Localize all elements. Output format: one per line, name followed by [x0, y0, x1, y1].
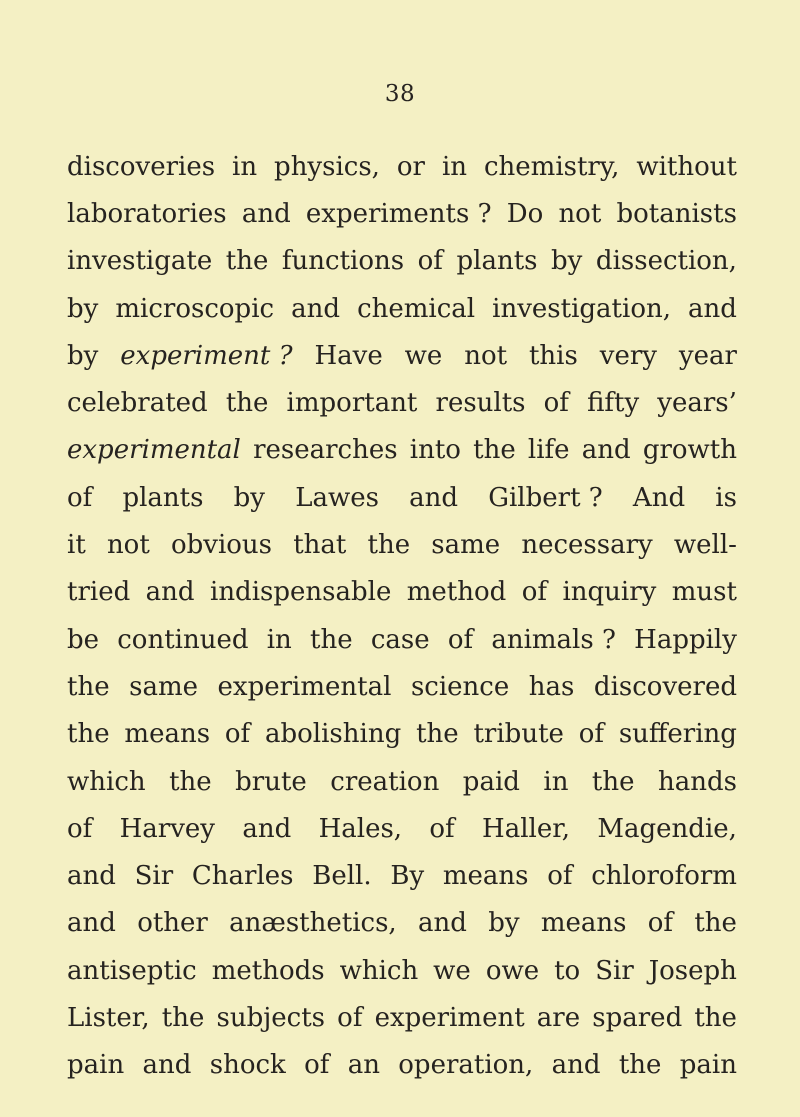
word: or: [396, 151, 425, 182]
text-line: [67, 332, 737, 379]
word: celebrated: [67, 388, 208, 419]
word: brute: [235, 766, 307, 797]
word: shock: [209, 1050, 286, 1081]
word: pain: [679, 1050, 737, 1081]
word: chemistry,: [483, 151, 620, 182]
text-line: [67, 1042, 737, 1089]
text-line: [67, 427, 737, 474]
word: without: [636, 151, 737, 182]
word: important: [286, 388, 418, 419]
word: fifty: [587, 388, 640, 419]
word: hands: [657, 766, 737, 797]
word: of: [547, 861, 573, 892]
word: Lister,: [67, 1002, 150, 1033]
word: the: [694, 908, 737, 939]
word: of: [543, 388, 569, 419]
word: which: [339, 955, 419, 986]
word: and: [67, 861, 116, 892]
word: we: [404, 340, 443, 371]
word: science: [410, 671, 510, 702]
word: be: [67, 624, 100, 655]
word: the: [367, 530, 411, 561]
word: of: [429, 813, 455, 844]
italic-word: experiment ?: [120, 340, 293, 371]
text-line: [67, 474, 737, 521]
word: the: [694, 1002, 737, 1033]
word: anæsthetics,: [229, 908, 397, 939]
word: chemical: [357, 293, 476, 324]
word: results: [435, 388, 526, 419]
word: abolishing: [265, 719, 402, 750]
word: year: [678, 340, 737, 371]
text-line: [67, 711, 737, 758]
word: dissection,: [595, 246, 737, 277]
word: operation,: [398, 1050, 534, 1081]
word: Charles: [191, 861, 294, 892]
text-line: [67, 805, 737, 852]
word: experimental: [217, 671, 392, 702]
word: plants: [122, 482, 204, 513]
word: indispensable: [210, 577, 392, 608]
word: into: [409, 435, 461, 466]
text-line: [67, 238, 737, 285]
word: the: [473, 435, 516, 466]
word: Haller,: [482, 813, 571, 844]
word: are: [536, 1002, 581, 1033]
word: must: [671, 577, 737, 608]
word: of: [224, 719, 251, 750]
word: the: [67, 671, 110, 702]
word: not: [558, 198, 602, 229]
word: and: [67, 908, 116, 939]
word: methods: [211, 955, 325, 986]
word: suffering: [618, 719, 737, 750]
word: same: [129, 671, 199, 702]
text-line: [67, 663, 737, 710]
word: by: [233, 482, 265, 513]
italic-word: experimental: [67, 435, 241, 466]
word: creation: [330, 766, 440, 797]
word: the: [618, 1050, 662, 1081]
word: discoveries: [67, 151, 216, 182]
word: and: [581, 435, 631, 466]
word: and: [142, 1050, 192, 1081]
word: the: [591, 766, 635, 797]
word: and: [145, 577, 195, 608]
word: growth: [642, 435, 737, 466]
word: Harvey: [119, 813, 215, 844]
word: it: [67, 530, 86, 561]
word: and: [688, 293, 737, 324]
word: the: [169, 766, 212, 797]
text-line: [67, 521, 737, 568]
word: the: [416, 719, 459, 750]
word: Magendie,: [597, 813, 737, 844]
word: of: [521, 577, 548, 608]
text-line: [67, 285, 737, 332]
word: the: [161, 1002, 205, 1033]
body-text: [67, 143, 737, 1089]
word: and: [242, 813, 292, 844]
word: Happily: [634, 624, 737, 655]
word: years’: [657, 388, 737, 419]
word: chloroform: [591, 861, 737, 892]
word: same: [431, 530, 501, 561]
word: pain: [67, 1050, 125, 1081]
word: tried: [67, 577, 131, 608]
word: that: [293, 530, 347, 561]
word: And: [632, 482, 686, 513]
word: other: [137, 908, 208, 939]
word: this: [528, 340, 578, 371]
word: of: [447, 624, 474, 655]
word: experiments ?: [305, 198, 492, 229]
word: of: [67, 482, 93, 513]
word: Sir: [595, 955, 634, 986]
word: not: [464, 340, 508, 371]
word: paid: [462, 766, 520, 797]
word: and: [551, 1050, 601, 1081]
word: Have: [314, 340, 383, 371]
word: in: [232, 151, 258, 182]
page-number: 38: [384, 81, 416, 107]
word: by: [67, 340, 99, 371]
word: the: [225, 388, 269, 419]
word: life: [527, 435, 570, 466]
word: laboratories: [67, 198, 227, 229]
word: Joseph: [648, 955, 737, 986]
word: very: [599, 340, 657, 371]
word: and: [418, 908, 467, 939]
text-line: [67, 947, 737, 994]
word: of: [304, 1050, 330, 1081]
word: the: [225, 246, 269, 277]
word: researches: [253, 435, 398, 466]
word: means: [442, 861, 529, 892]
word: in: [543, 766, 569, 797]
text-line: [67, 616, 737, 663]
word: inquiry: [562, 577, 657, 608]
text-line: [67, 758, 737, 805]
word: of: [578, 719, 605, 750]
word: and: [409, 482, 459, 513]
text-line: [67, 994, 737, 1041]
text-line: [67, 569, 737, 616]
word: tribute: [473, 719, 564, 750]
word: of: [417, 246, 443, 277]
word: obvious: [170, 530, 273, 561]
word: has: [528, 671, 575, 702]
text-line: [67, 379, 737, 426]
word: well-: [673, 530, 737, 561]
word: of: [337, 1002, 363, 1033]
word: method: [406, 577, 507, 608]
word: spared: [592, 1002, 683, 1033]
word: of: [67, 813, 93, 844]
word: in: [441, 151, 468, 182]
word: botanists: [616, 198, 737, 229]
word: the: [67, 719, 110, 750]
word: plants: [456, 246, 538, 277]
word: an: [347, 1050, 380, 1081]
word: functions: [281, 246, 405, 277]
word: physics,: [274, 151, 380, 182]
word: Sir: [134, 861, 174, 892]
word: the: [310, 624, 353, 655]
word: by: [67, 293, 99, 324]
word: Lawes: [295, 482, 379, 513]
word: not: [106, 530, 150, 561]
word: and: [291, 293, 341, 324]
word: case: [370, 624, 430, 655]
text-line: [67, 190, 737, 237]
word: animals ?: [491, 624, 616, 655]
word: Hales,: [318, 813, 403, 844]
word: is: [715, 482, 737, 513]
word: By: [390, 861, 425, 892]
word: continued: [117, 624, 249, 655]
word: of: [647, 908, 674, 939]
word: Gilbert ?: [488, 482, 603, 513]
word: owe: [485, 955, 540, 986]
word: subjects: [216, 1002, 326, 1033]
word: investigation,: [492, 293, 671, 324]
word: discovered: [593, 671, 737, 702]
word: necessary: [521, 530, 653, 561]
word: Do: [506, 198, 544, 229]
word: antiseptic: [67, 955, 197, 986]
text-line: [67, 143, 737, 190]
word: means: [124, 719, 211, 750]
word: microscopic: [115, 293, 275, 324]
word: by: [488, 908, 520, 939]
text-line: [67, 852, 737, 899]
word: which: [67, 766, 146, 797]
text-line: [67, 900, 737, 947]
word: we: [433, 955, 471, 986]
word: investigate: [67, 246, 213, 277]
word: experiment: [374, 1002, 525, 1033]
word: to: [554, 955, 581, 986]
word: Bell.: [312, 861, 372, 892]
word: means: [540, 908, 627, 939]
word: by: [551, 246, 583, 277]
word: in: [266, 624, 292, 655]
word: and: [241, 198, 291, 229]
